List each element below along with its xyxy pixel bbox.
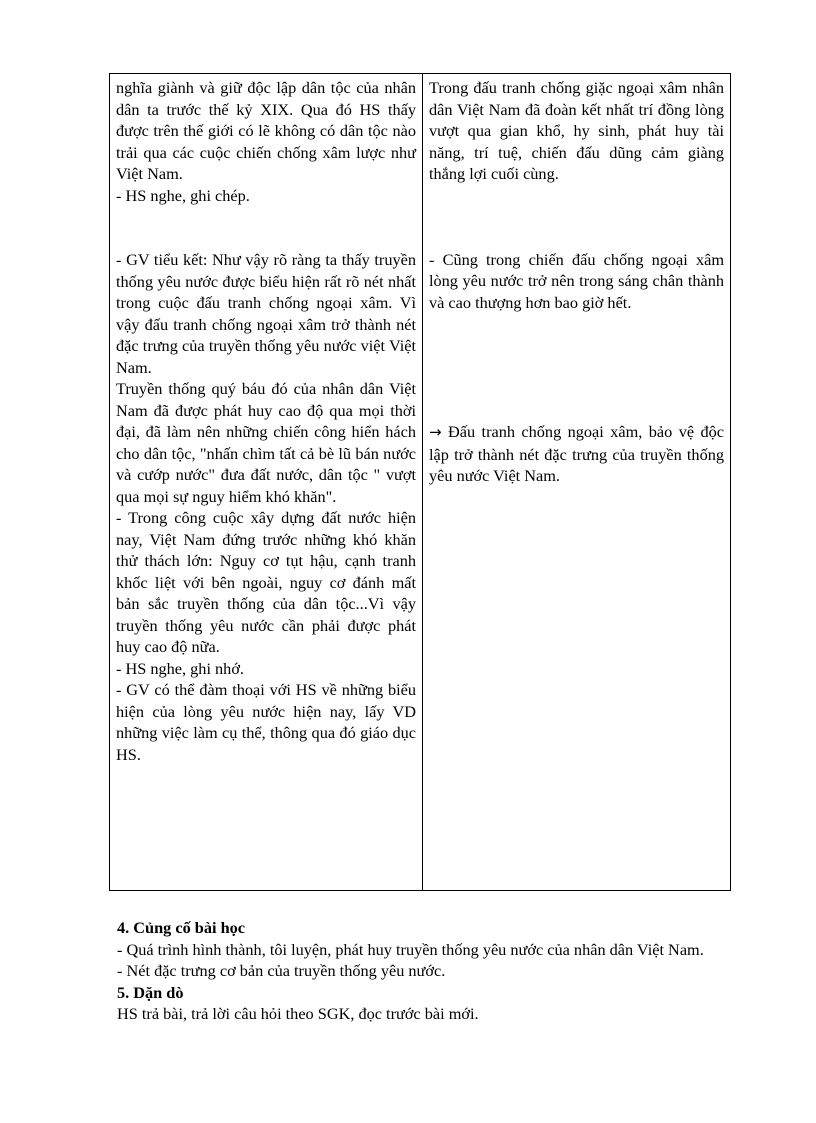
lesson-table [109, 73, 731, 891]
section-4-heading: 4. Củng cố bài học [117, 918, 246, 937]
right-paragraph-3-text: Đấu tranh chống ngoại xâm, bảo vệ độc lập trở thành nét đặc trưng của truyền thống yêu nước Việt Nam. [429, 422, 724, 485]
left-paragraph-6: - HS nghe, ghi nhớ. [116, 658, 245, 678]
left-paragraph-3: - GV tiểu kết: Như vậy rõ ràng ta thấy truyền thống yêu nước được biểu hiện rất rõ nét nhất trong cuộc đấu tranh chống ngoại xâm. Vì vậy đấu tranh chống ngoại xâm trở thành nét đặc trưng của truyền thống yêu nước việt Việt Nam. [116, 250, 416, 377]
summary-section [117, 917, 739, 1025]
left-paragraph-7: - GV có thể đàm thoại với HS về những biểu hiện của lòng yêu nước hiện nay, lấy VD những việc làm cụ thể, thông qua đó giáo dục HS. [116, 680, 416, 764]
left-paragraph-4: Truyền thống quý báu đó của nhân dân Việt Nam đã được phát huy cao độ qua mọi thời đại, đã làm nên những chiến công hiển hách cho dân tộc, "nhấn chìm tất cả bè lũ bán nước và cướp nước" đưa đất nước, dân tộc " vượt qua mọi sự nguy hiểm khó khăn". [116, 379, 416, 506]
right-paragraph-1: Trong đấu tranh chống giặc ngoại xâm nhân dân Việt Nam đã đoàn kết nhất trí đồng lòng vượt qua gian khổ, hy sinh, phát huy tài năng, trí tuệ, chiến đấu dũng cảm giàng thắng lợi cuối cùng. [429, 78, 724, 183]
spacer [429, 313, 724, 421]
teacher-activity-column [110, 74, 423, 890]
section-4-line-2: - Nét đặc trưng cơ bản của truyền thống yêu nước. [117, 961, 446, 980]
content-column [423, 74, 730, 890]
right-paragraph-2: - Cũng trong chiến đấu chống ngoại xâm lòng yêu nước trở nên trong sáng chân thành và cao thượng hơn bao giờ hết. [429, 249, 724, 312]
spacer [116, 206, 416, 249]
section-4-line-1: - Quá trình hình thành, tôi luyện, phát huy truyền thống yêu nước của nhân dân Việt Nam. [117, 939, 704, 959]
left-paragraph-1: nghĩa giành và giữ độc lập dân tộc của nhân dân ta trước thế kỷ XIX. Qua đó HS thấy được trên thế giới có lẽ không có dân tộc nào trải qua các cuộc chiến chống xâm lược như Việt Nam. [116, 78, 416, 183]
right-arrow-icon: → [429, 423, 442, 441]
section-5-heading: 5. Dặn dò [117, 982, 184, 1002]
left-paragraph-5: - Trong công cuộc xây dựng đất nước hiện nay, Việt Nam đứng trước những khó khăn thử thách lớn: Nguy cơ tụt hậu, cạnh tranh khốc liệt với bên ngoài, nguy cơ đánh mất bản sắc truyền thống của dân tộc...Vì vậy truyền thống yêu nước cần phải được phát huy cao độ nữa. [116, 508, 416, 656]
spacer [429, 185, 724, 249]
left-paragraph-2: - HS nghe, ghi chép. [116, 185, 250, 205]
section-5-line-1: HS trả bài, trả lời câu hỏi theo SGK, đọc trước bài mới. [117, 1004, 479, 1023]
right-paragraph-3 [429, 421, 724, 487]
